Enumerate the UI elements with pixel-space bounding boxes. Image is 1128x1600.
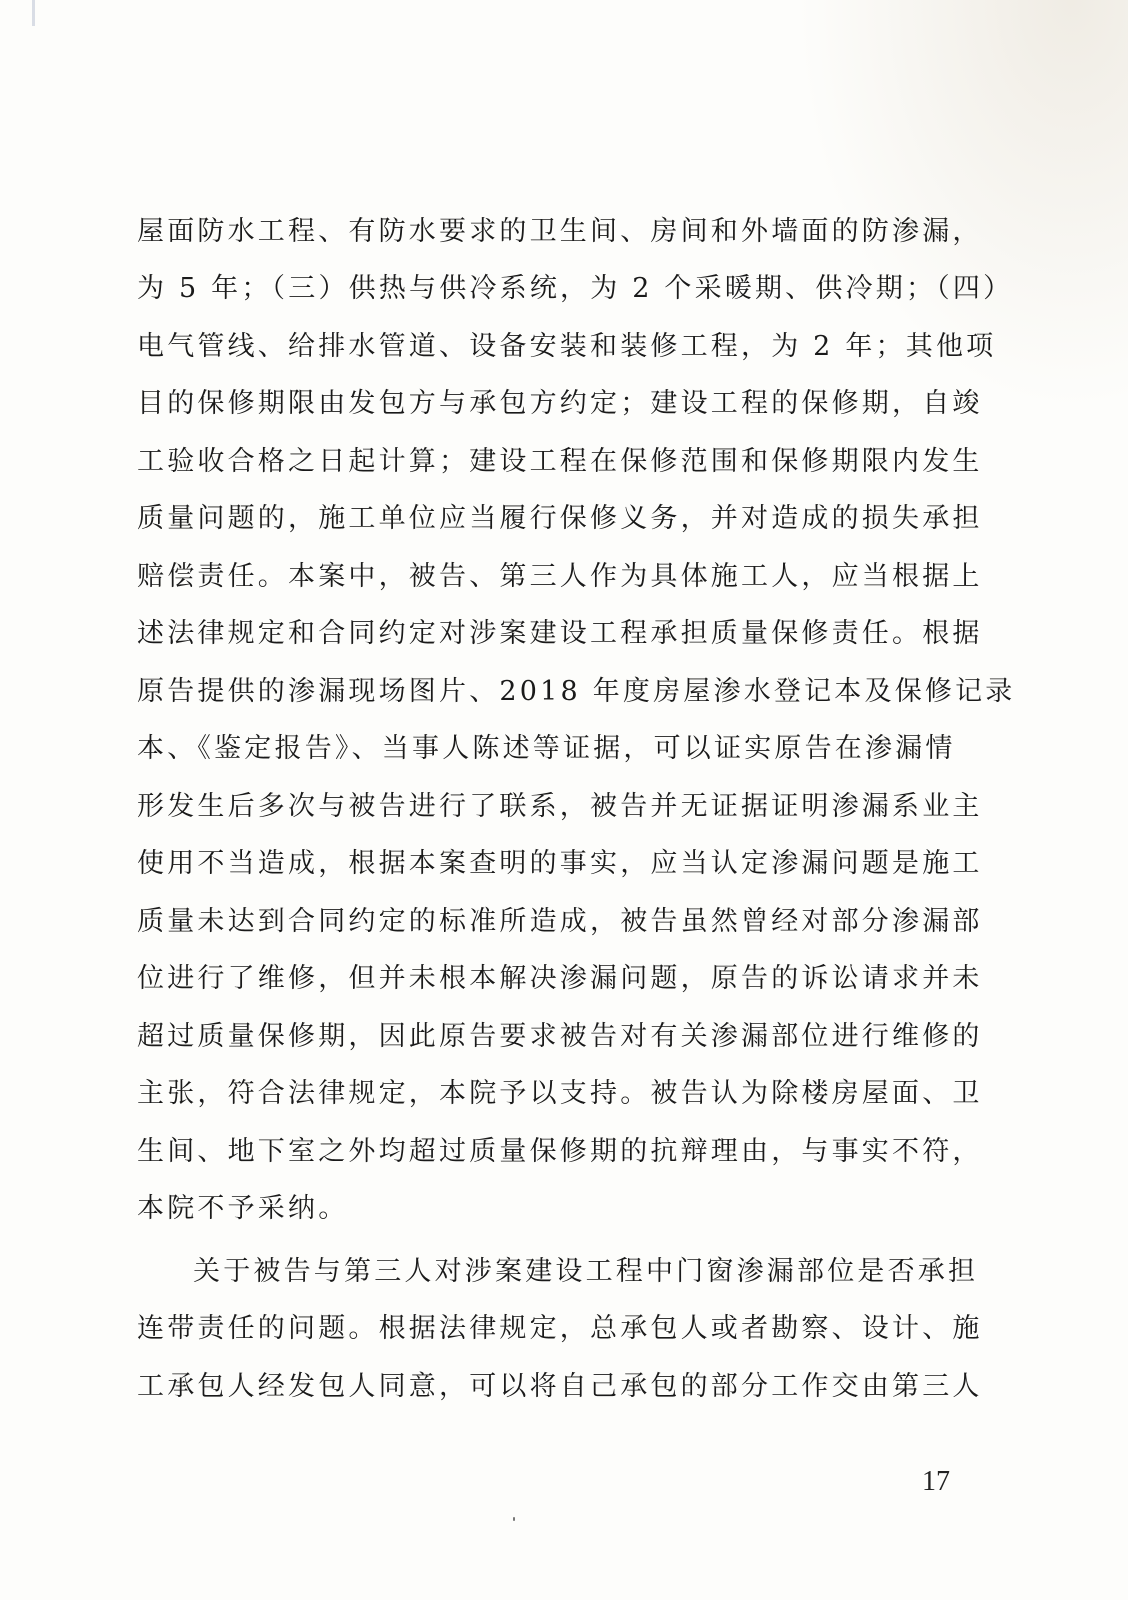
page-number: 17 (922, 1466, 950, 1497)
text-line: 工验收合格之日起计算；建设工程在保修范围和保修期限内发生 (137, 446, 983, 477)
scan-edge-mark (32, 0, 35, 26)
text-line: 电气管线、给排水管道、设备安装和装修工程，为 2 年；其他项 (137, 331, 997, 362)
text-line: 赔偿责任。本案中，被告、第三人作为具体施工人，应当根据上 (137, 561, 983, 592)
text-line: 本、《鉴定报告》、当事人陈述等证据，可以证实原告在渗漏情 (137, 733, 956, 764)
text-line: 使用不当造成，根据本案查明的事实，应当认定渗漏问题是施工 (137, 848, 983, 879)
text-line: 超过质量保修期，因此原告要求被告对有关渗漏部位进行维修的 (137, 1021, 983, 1052)
text-line: 生间、地下室之外均超过质量保修期的抗辩理由，与事实不符， (137, 1136, 983, 1167)
text-line-paragraph-start: 关于被告与第三人对涉案建设工程中门窗渗漏部位是否承担 (193, 1256, 979, 1287)
text-line: 为 5 年；（三）供热与供冷系统，为 2 个采暖期、供冷期；（四） (137, 273, 1014, 304)
text-line: 位进行了维修，但并未根本解决渗漏问题，原告的诉讼请求并未 (137, 963, 983, 994)
text-line: 形发生后多次与被告进行了联系，被告并无证据证明渗漏系业主 (137, 791, 983, 822)
scan-speck (513, 1517, 515, 1521)
text-line: 工承包人经发包人同意，可以将自己承包的部分工作交由第三人 (137, 1371, 983, 1402)
text-line: 述法律规定和合同约定对涉案建设工程承担质量保修责任。根据 (137, 618, 983, 649)
text-line: 屋面防水工程、有防水要求的卫生间、房间和外墙面的防渗漏， (137, 216, 983, 247)
text-line: 主张，符合法律规定，本院予以支持。被告认为除楼房屋面、卫 (137, 1078, 983, 1109)
text-line: 质量问题的，施工单位应当履行保修义务，并对造成的损失承担 (137, 503, 983, 534)
text-line: 连带责任的问题。根据法律规定，总承包人或者勘察、设计、施 (137, 1313, 983, 1344)
text-line: 质量未达到合同约定的标准所造成，被告虽然曾经对部分渗漏部 (137, 906, 983, 937)
text-line: 目的保修期限由发包方与承包方约定；建设工程的保修期，自竣 (137, 388, 983, 419)
text-line: 原告提供的渗漏现场图片、2018 年度房屋渗水登记本及保修记录 (137, 676, 1016, 707)
text-line: 本院不予采纳。 (137, 1193, 349, 1224)
